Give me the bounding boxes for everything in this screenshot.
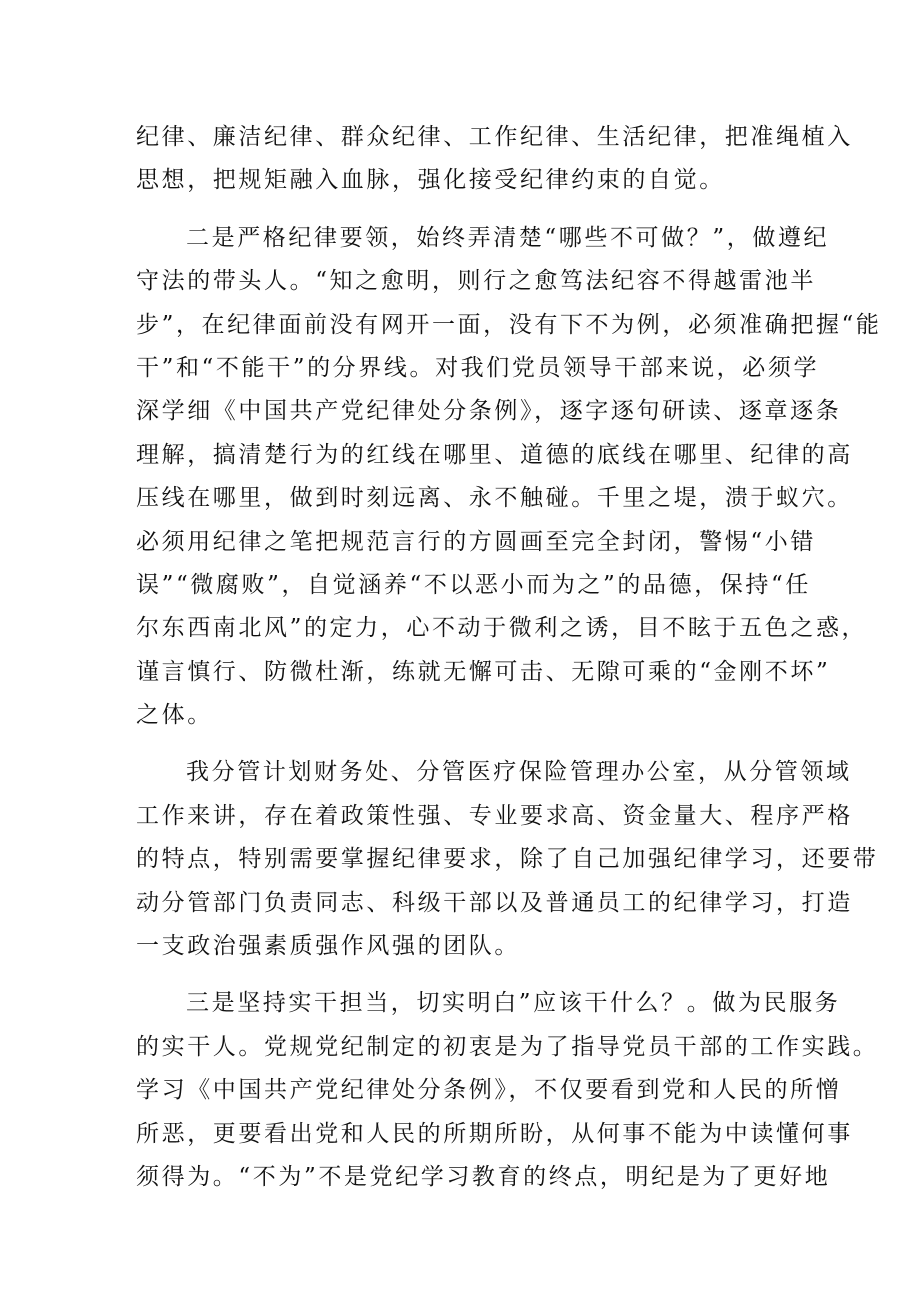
text-line: 守法的带头人。“知之愈明，则行之愈笃法纪容不得越雷池半 — [136, 268, 816, 295]
text-line: 所恶，更要看出党和人民的所期所盼，从何事不能为中读懂何事 — [136, 1120, 853, 1147]
text-line: 理解，搞清楚行为的红线在哪里、道德的底线在哪里、纪律的高 — [136, 441, 853, 468]
paragraph — [136, 751, 879, 968]
text-line: 学习《中国共产党纪律处分条例》，不仅要看到党和人民的所憎 — [136, 1077, 842, 1104]
document-body — [136, 116, 882, 1199]
text-line: 纪律、廉洁纪律、群众纪律、工作纪律、生活纪律，把准绳植入 — [136, 124, 853, 150]
text-line: 深学细《中国共产党纪律处分条例》，逐字逐句研读、逐章逐条 — [136, 398, 842, 425]
text-line: 步”，在纪律面前没有网开一面，没有下不为例，必须准确把握“能 — [136, 311, 882, 338]
paragraph — [136, 982, 879, 1199]
text-line: 我分管计划财务处、分管医疗保险管理办公室，从分管领域 — [186, 759, 852, 786]
text-line: 须得为。“不为”不是党纪学习教育的终点，明纪是为了更好地 — [136, 1163, 831, 1190]
text-line: 干”和“不能干”的分界线。对我们党员领导干部来说，必须学 — [136, 354, 820, 381]
text-line: 三是坚持实干担当，切实明白”应该干什么？。做为民服务 — [186, 990, 841, 1017]
paragraph — [136, 217, 882, 738]
text-line: 工作来讲，存在着政策性强、专业要求高、资金量大、程序严格 — [136, 802, 853, 829]
paragraph — [136, 116, 853, 203]
text-line: 必须用纪律之笔把规范言行的方圆画至完全封闭，警惕“小错 — [136, 528, 816, 555]
text-line: 之体。 — [136, 702, 213, 729]
text-line: 的特点，特别需要掌握纪律要求，除了自己加强纪律学习，还要带 — [136, 846, 879, 873]
text-line: 尔东西南北风”的定力，心不动于微利之诱，目不眩于五色之惑， — [136, 615, 868, 642]
text-line: 一支政治强素质强作风强的团队。 — [136, 933, 520, 960]
text-line: 谨言慎行、防微杜渐，练就无懈可击、无隙可乘的“金刚不坏” — [136, 658, 831, 685]
text-line: 动分管部门负责同志、科级干部以及普通员工的纪律学习，打造 — [136, 889, 853, 916]
text-line: 误”“微腐败”，自觉涵养“不以恶小而为之”的品德，保持“任 — [136, 571, 811, 598]
text-line: 思想，把规矩融入血脉，强化接受纪律约束的自觉。 — [136, 167, 725, 194]
text-line: 的实干人。党规党纪制定的初衷是为了指导党员干部的工作实践。 — [136, 1033, 879, 1060]
text-line: 压线在哪里，做到时刻远离、永不触碰。千里之堤，溃于蚁穴。 — [136, 485, 853, 512]
text-line: 二是严格纪律要领，始终弄清楚“哪些不可做？”，做遵纪 — [186, 224, 830, 251]
